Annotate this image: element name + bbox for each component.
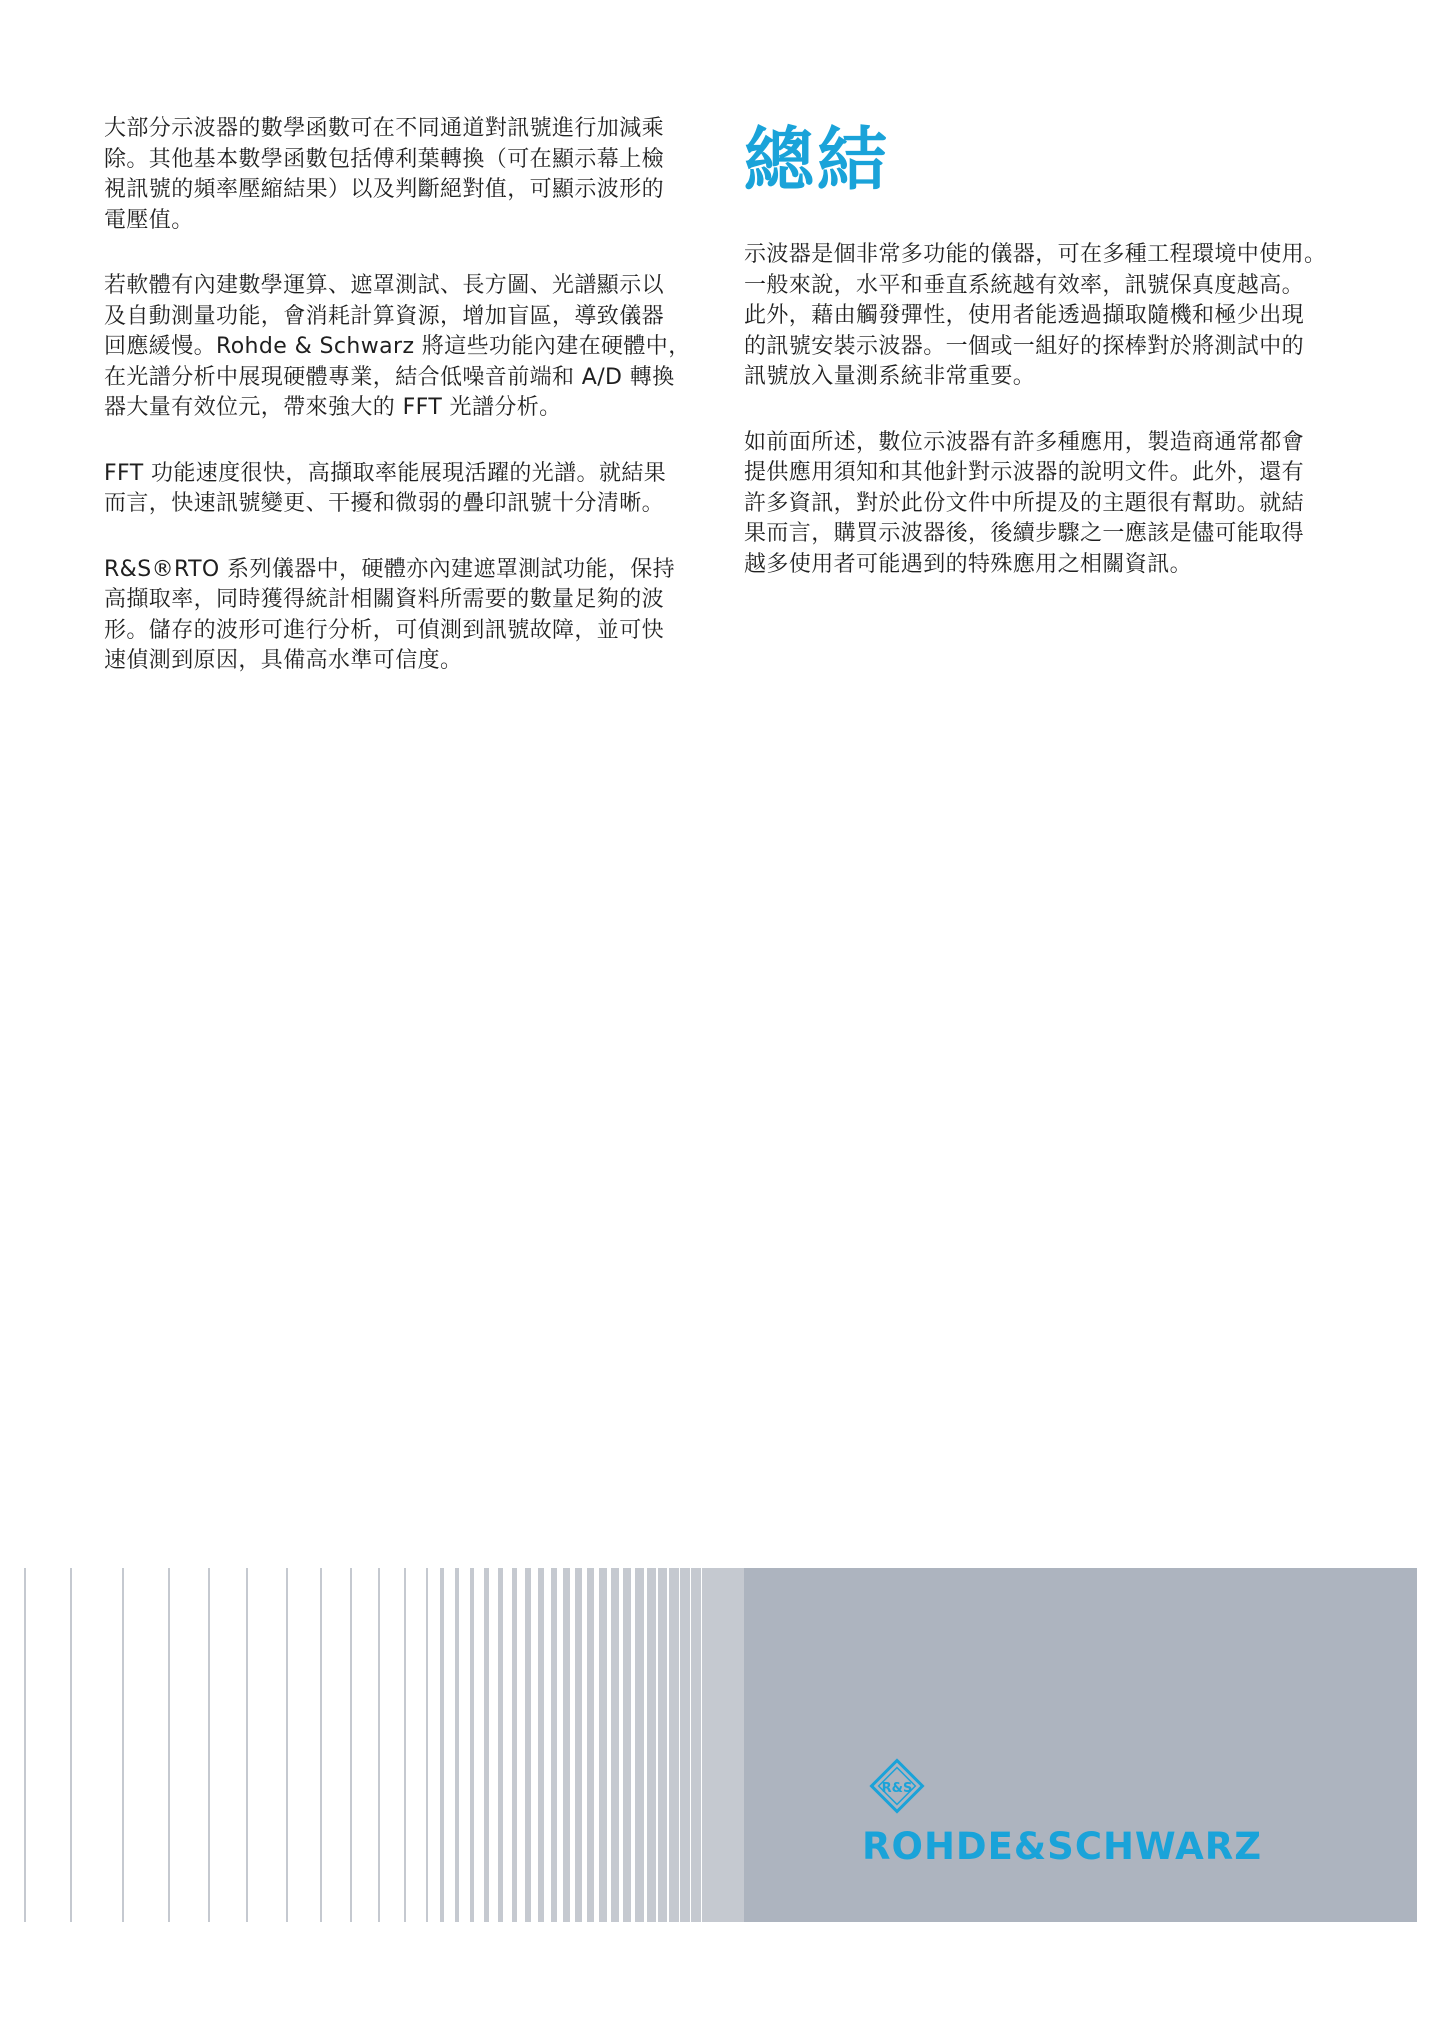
stripe-line	[563, 1568, 570, 1922]
stripe-line	[208, 1568, 210, 1922]
stripe-line	[575, 1568, 582, 1922]
stripe-line	[498, 1568, 503, 1922]
stripe-line	[122, 1568, 124, 1922]
stripe-line	[440, 1568, 444, 1922]
stripe-line	[426, 1568, 428, 1922]
company-logo	[862, 1757, 1292, 1869]
stripe-line	[702, 1568, 713, 1922]
stripe-line	[378, 1568, 380, 1922]
stripe-line	[246, 1568, 248, 1922]
stripe-line	[404, 1568, 406, 1922]
paragraph-software-hardware: 若軟體有內建數學運算、遮罩測試、長方圖、光譜顯示以 及自動測量功能，會消耗計算資源，增加盲區，導致儀器 回應緩慢。Rohde & Schwarz 將這些功能內建在硬體中， 在光譜分析中展現硬體專業，結合低噪音前端和 A/D 轉換 器大量有效位元，帶來強大的 FFT 光譜分析。	[104, 273, 691, 420]
footer-band	[0, 1568, 1440, 1922]
stripe-line	[455, 1568, 459, 1922]
left-column	[104, 114, 726, 712]
stripe-line	[734, 1568, 744, 1922]
stripe-line	[611, 1568, 619, 1922]
stripe-line	[350, 1568, 352, 1922]
paragraph-summary: 示波器是個非常多功能的儀器，可在多種工程環境中使用。 一般來說，水平和垂直系統越有效率，訊號保真度越高。 此外，藉由觸發彈性，使用者能透過擷取隨機和極少出現 的訊號安裝示波器。一個或一組好的探棒對於將測試中的 訊號放入量測系統非常重要。	[744, 242, 1327, 389]
stripe-line	[599, 1568, 607, 1922]
stripe-line	[691, 1568, 701, 1922]
paragraph-fft: FFT 功能速度很快，高擷取率能展現活躍的光譜。就結果 而言，快速訊號變更、干擾和微弱的疊印訊號十分清晰。	[104, 460, 667, 516]
paragraph-math-functions: 大部分示波器的數學函數可在不同通道對訊號進行加減乘 除。其他基本數學函數包括傅利葉轉換（可在顯示幕上檢 視訊號的頻率壓縮結果）以及判斷絕對值，可顯示波形的 電壓值。	[104, 116, 665, 233]
paragraph-mask-test: R&S®RTO 系列儀器中，硬體亦內建遮罩測試功能，保持 高擷取率，同時獲得統計相關資料所需要的數量足夠的波 形。儲存的波形可進行分析，可偵測到訊號故障，並可快 速偵測到原因，具備高水準可信度。	[104, 556, 676, 673]
section-heading: 總結	[744, 119, 890, 201]
stripe-line	[538, 1568, 544, 1922]
stripe-line	[525, 1568, 531, 1922]
logo-wordmark: ROHDE&SCHWARZ	[862, 1825, 1263, 1868]
paragraph-applications: 如前面所述，數位示波器有許多種應用，製造商通常都會 提供應用須知和其他針對示波器的說明文件。此外，還有 許多資訊，對於此份文件中所提及的主題很有幫助。就結 果而言，購買示波器後，後續步驟之一應該是儘可能取得 越多使用者可能遇到的特殊應用之相關資訊。	[744, 429, 1305, 577]
stripe-line	[512, 1568, 517, 1922]
stripe-line	[24, 1568, 26, 1922]
logo-mark-text: R&S	[881, 1781, 913, 1796]
rs-diamond-icon	[868, 1757, 926, 1815]
stripe-line	[635, 1568, 644, 1922]
stripe-line	[587, 1568, 594, 1922]
stripe-line	[484, 1568, 489, 1922]
right-column	[744, 114, 1366, 615]
stripe-line	[647, 1568, 656, 1922]
stripe-line	[70, 1568, 72, 1922]
stripe-line	[551, 1568, 557, 1922]
stripe-line	[320, 1568, 322, 1922]
stripe-line	[623, 1568, 631, 1922]
stripe-line	[168, 1568, 170, 1922]
stripe-line	[658, 1568, 667, 1922]
stripe-line	[680, 1568, 690, 1922]
stripe-line	[470, 1568, 474, 1922]
stripe-line	[286, 1568, 288, 1922]
stripe-line	[713, 1568, 724, 1922]
stripe-line	[669, 1568, 679, 1922]
